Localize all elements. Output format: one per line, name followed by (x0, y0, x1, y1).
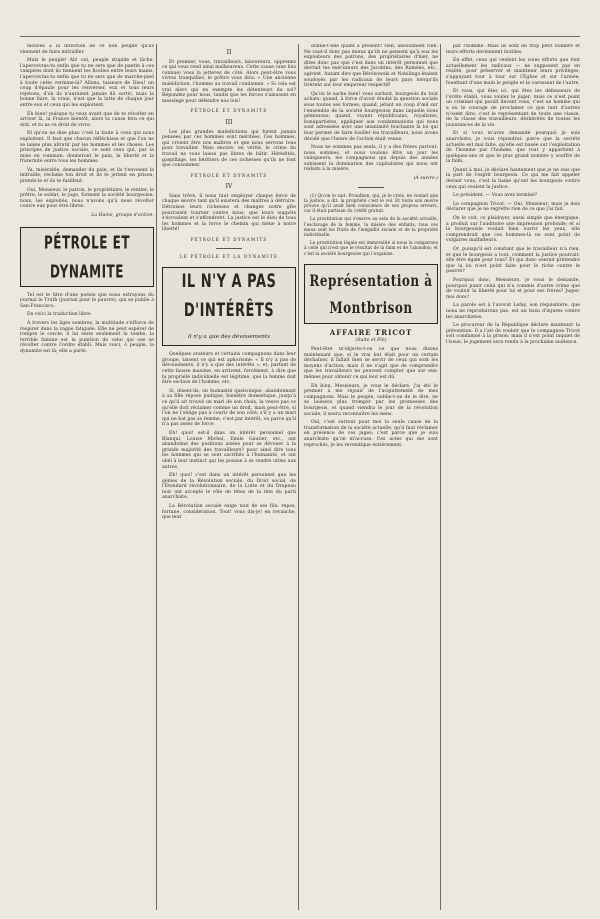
footnote: Le prostitution légale est immoralité si nous la comparons à celle qui n'est que le résultat de la faim et de l'abandon; et c'est la société bourgeoise qui l'organise. (304, 240, 438, 256)
paragraph: La parole est à l'avocat Lefay, son réquisitoire, que nous ne reproduirons pas, est un tissu d'injures contre les anarchistes. (446, 303, 580, 320)
refrain: PÉTROLE ET DYNAMITE (190, 172, 268, 178)
footnote: (1) Qu'on le sait: Proudhon, qui, je le crois, ne voulait que la justice, a dit: la propriété c'est le vol. Et toute son œuvre prouve qu'il avait bien conscience de ses propres erreurs, car il était partisan du crédit gratuit. (304, 192, 438, 214)
paragraph: donne-t-elle quant à présent? rien, absolument rien. Ne vaut-il donc pas mieux qu'ils ne pensent qu'à eux les exploiteurs des patrons, des propriétaires d'hier, ne dites donc pas que c'est dans un intérêt personnel que devrait les exécuteurs des Jacobins, des Ramées, etc., agirent. Autant dire que Bérézowski et Nobilings étaient soudoyés par les radicaux de leurs pays lorsqu'ils tirèrent sur leur empereur respectif! (304, 44, 438, 89)
signature: La Haine, groupe d'action. (91, 213, 154, 219)
paragraph: Eh! quoi! est-il dans un intérêt personnel que Blanqui, Louise Michel, Emile Gautier, etc., ont abandonné des positions aisées pour se dévouer à la grande majorité des travailleurs? pour ainsi dire tous les hommes qui se sont sacrifiés à l'humanité, et ont obéi à leur instinct qui les pousse à se rendre utiles aux autres. (162, 430, 296, 470)
paragraph: On le voit, ce plaidoyer, aussi simple que énergique, a produit sur l'auditoire une impression profonde; et si la bourgeoisie voulait bien ouvrir les yeux, elle comprendrait que ces hommes-là ne sont point de vulgaires malfaiteurs. (446, 216, 580, 244)
section-number: III (225, 118, 233, 126)
separator (216, 248, 242, 249)
column-4 (446, 44, 580, 910)
refrain: LE PÉTROLE ET LA DYNAMITE (179, 253, 279, 259)
to-be-continued: (A suivre.) (413, 176, 438, 182)
paragraph: Eh bien, Messieurs, je vous le déclare, j'ai été le premier à me réjouir de l'acquittement de mes compagnons. Mais le peuple, oublie-t-on de le dire, ne se laissera plus tromper par les promesses des bourgeois, et quand viendra le jour de la révolution sociale, il saura reconnaître les siens. (304, 383, 438, 417)
section-number: II (226, 49, 232, 56)
column-2 (162, 44, 296, 910)
paragraph: La Révolution sociale exige tout de ses fils: repos, fortune, considération. Tout! vous dis-je! en revanche, que leur (162, 504, 296, 521)
paragraph: Or, puisqu'il est constant que le travailleur n'a rien, et que le bourgeois a tout, comment la justice pourrait-elle être égale pour tous? Et qui donc oserait prétendre que la loi n'est point faite pour le riche contre le pauvre? (446, 247, 580, 275)
paragraph: Qu'on le sache bien! vous surtout, bourgeois du tout achats: quand, à force d'avoir étudié la question sociale sous toutes ses formes; quand, jetant un coup d'œil sur l'ensemble de la société bourgeoise dans laquelle nous gémissons; quand, voyant républicains, royalistes, bonapartistes, appliquer aux condamnations qui nous sont adressées avec une unanimité touchante la loi qui leur permet de faire fusiller les travailleurs, nous avons décidé que l'heure de l'action était venue. (304, 91, 438, 142)
paragraph: Nous ne sommes pas seuls, il y a des frères partout; nous sommes, et nous voulons être un jour les vainqueurs, les compagnons qui depuis des années subissent la domination des capitalistes qui nous ont réduits à la misère. (304, 145, 438, 173)
headline-subtitle: il n'y a que des dévouements (187, 334, 271, 341)
headline: PÉTROLE ET DYNAMITE (43, 231, 131, 282)
article-title: AFFAIRE TRICOT (329, 327, 413, 337)
footnote: La prostitution qui s'exerce au sein de la société actuelle, l'esclavage de la femme, la misère des enfants, tous ces maux sont les fruits de l'inégalité sociale et de la propriété individuelle. (304, 216, 438, 238)
paragraph: Eh! quoi! c'est dans un intérêt personnel que les génies de la Révolution sociale, du Droit social, de l'Étendard révolutionnaire, de la Lutte et du Drapeau noir ont accepté le rôle de têtes de la tête du parti anarchiste. (162, 473, 296, 501)
separator (358, 187, 384, 188)
paragraph: Mais le peuple! Ah! oui, peuple stupide et lâche, l'apercevras-tu enfin que tu ne sers que de pantin à ces vampires dont ils tiennent les ficelles entre leurs mains, l'apercevras-tu enfin que tu ne sers que de marche-pied à toute cette vermine-là? Allons, taiseurs de Dieu! un coup d'épaule pour les renverser, eux et tous leurs rejetons, d'où ils n'auraient jamais dû sortir; mais la bonne faire, la vraie, n'est que la lutte de chaque jour entre eux et ceux qui les exploitent. (20, 58, 154, 108)
paragraph: Si, disent-ils, on humanité quelconque, abandonnant à sa fille repose pudique, bienêtre domestique, jusqu'à ce qu'il ait trouvé un mari de son choix, la veuve pas ce qu'elle doit réclamer comme un droit, mais peut-être, si l'on ne l'oblige pas à courir de son côté; s'il y a un mari qui ne bat pas sa femme, c'est par intérêt, ou parce qu'il n'a pas assez de force. (162, 388, 296, 428)
paragraph: Et qu'on ne dise plus: c'est la faute à ceux qui nous exploitent. Il faut que chacun réfléchisse et que l'on ne se laisse plus abrutir par les hommes et les choses. Les principes de justice sociale, ce sont ceux qui, par la mise en commun, donneront le pain, la liberté et la fraternité entre tous les hommes. (20, 131, 154, 165)
paragraph: Eh bien! puisque tu veux avant que de te révolter en arriver là, la France bientôt, alors ta cause fera ce qui doit, et tu as ce droit de vivre. (20, 111, 154, 128)
headline: Représentation à Montbrison (309, 270, 433, 317)
paragraph: mouvez à la direction de ce bon peuple qu'ils viennent de faire mitrailler. (20, 44, 154, 55)
paragraph: Oui, Monsieur, le patron, le propriétaire, le rentier, le prêtre, le soldat, le juge, forment la société bourgeoise; nous, les exploités, nous n'avons qu'à nous révolter contre eux pour être libres. (20, 187, 154, 210)
headline: IL N'Y A PAS D'INTÉRÊTS (181, 271, 277, 322)
refrain: PÉTROLE ET DYNAMITE (190, 237, 268, 243)
paragraph: Le procureur de la République déclare maintenir la prévention. Il a l'air de vouloir que le compagnon Tricot soit condamné à la prison; mais il n'est point inquiet de l'issue, le jugement sera rendu à la prochaine audience. (446, 323, 580, 345)
headline-box (20, 227, 154, 287)
paragraph: Les plus grandes malédictions qui furent jamais pensées par ces hommes sont méritées. Ces hommes, qui croient être nos maîtres et que nous servons tous pour travailler. Mais encore, en vérité, le crime du travail ne vous laisse pas libres de bâtir. Hérédités, gaspillage, les héritiers de ces richesses qu'ils ne font que consommer. (162, 129, 296, 169)
paragraph: En effet, ceux qui veulent les voies efforts que font actuellement les radicaux — ne supposent pas en réalité, pour préserver et maintenir leurs privilèges, s'appuyant tour à tour sur l'Église et sur l'armée, fouettant d'une main le peuple et le caressant de l'autre. (446, 58, 580, 86)
article-subtitle: (Suite et Fin) (355, 338, 387, 344)
paragraph: Tel est le titre d'une poésie que nous extrayons du journal le Truth (journal pour le pauvre), qui se publie à San-Francisco. (20, 292, 154, 309)
paragraph: Peut-être m'objecte-t-on ce que nous disons maintenant que, si le vrai but était pour un certain déchaîner, il fallait bien se servir de ceux qui sont les moyens d'action; mais il ne s'agit que de comprendre que les travailleurs ne peuvent compter que sur eux-mêmes pour obtenir ce qui leur est dû. (304, 347, 438, 381)
section-number: IV (225, 183, 233, 191)
paragraph: Et vous, qui êtes ici, qui êtes les défenseurs de l'ordre établi, vous voulez le juger; mais ce n'est point un criminel qui paraît devant vous, c'est un homme qui a eu le courage de proclamer ce que tant d'autres n'osent dire; c'est le représentant de toute une classe, de la classe des travailleurs, déshérités de toutes les jouissances de la vie. (446, 89, 580, 128)
refrain: PÉTROLE ET DYNAMITE (190, 108, 268, 114)
paragraph: Va, misérable, demander du pain, et ils t'envoient la mitraille; réclame ton droit et ils te jettent en prison; prends-le et ils te fusillent. (20, 167, 154, 185)
paragraph: À travers les âges sombres, la multitude s'efforce de respirer dans la vague fatiguée. Elle ne peut espérer de rompre le cercle; il lui reste seulement la tombe, la terrible famine est la punition de celui qui ose se révolter contre l'ordre établi. Mais voici, ô peuple, la dynamite est là; elle a parlé. (20, 321, 154, 354)
column-3 (304, 44, 438, 910)
paragraph: Et premier, vous, travailleurs, laboureurs, apprenez ce qui vous rend ainsi malheureux. Cette cause (une fois connue) vous la jetterez de côté. Alors peut-être vous vivrez tranquilles, le prêtre vous dira: « Une ancienne malédiction, l'homme au travail condamné. » Si cela est vrai alors qui en exempte les détenteurs du sol? Répondez pour nous, tandis que les forces s'amusent en messinge pour défendre nos lois! (162, 59, 296, 104)
paragraph: par l'homme. Mais ils sont en trop petit nombre et leurs efforts deviennent inutiles. (446, 44, 580, 55)
paragraph: En voici la traduction libre: (27, 312, 92, 318)
column-rule (298, 44, 299, 910)
headline-box (162, 267, 296, 346)
paragraph: Et si vous m'avez demandé pourquoi je suis anarchiste, je vous répondrai: parce que la société actuelle est mal faite, qu'elle est basée sur l'exploitation de l'homme par l'homme, que tout y appartient à quelques-uns et que le plus grand nombre y souffre de la faim. (446, 131, 580, 165)
paragraph: Quant à moi, je déclare hautement que je ne suis que la part de l'esprit bourgeois. Ce qui me fait appeler devant vous, c'est la haine qu'ont les bourgeois contre ceux qui veulent la justice. (446, 167, 580, 190)
paragraph: Le compagnon Tricot. — Oui, Monsieur; mais je dois déclarer que je ne regrette rien de ce que j'ai fait. (446, 201, 580, 213)
paragraph: Sans trêve, il nous faut employer chaque force de chaque œuvre tant qu'il existera des maîtres à détruire. Détruisez leurs richesses et changez notre gîte pourraient tourner contre nous; que leurs suppôts s'écroulent et s'effondrent. La justice est le dieu de tous les hommes et la force le chemin qui mène à notre liberté! (162, 193, 296, 233)
paragraph: Pourquoi donc, Messieurs, je vous le demande, pourquoi punir celui qui n'a commis d'autre crime que de vouloir la liberté pour lui et pour ses frères? Jugez-moi donc! (446, 277, 580, 300)
headline-box (304, 264, 438, 324)
column-rule (440, 44, 441, 910)
paragraph: Oui, c'est surtout pour moi la seule cause de la transformation de la société actuelle, qu'il faut réclamer en présence de ces juges; c'est parce que je suis anarchiste qu'on m'accuse. Ces actes qui me sont reprochés, je les revendique entièrement. (304, 420, 438, 448)
column-1 (20, 44, 154, 910)
paragraph: Quelques orateurs et certains compagnons dans leur groupe, taisent ce qui est aphorisme: « Il n'y a pas de dévouements, il n'y a que des intérêts »; et, partant de cette fausse maxime, en arrivent, forcément, à dire que la propriété individuelle est légitime, que la femme doit être esclave de l'homme, etc. (162, 352, 296, 386)
column-rule (156, 44, 157, 910)
top-rule (20, 36, 580, 37)
paragraph: Le président. — Vous avez terminé? (453, 193, 538, 199)
